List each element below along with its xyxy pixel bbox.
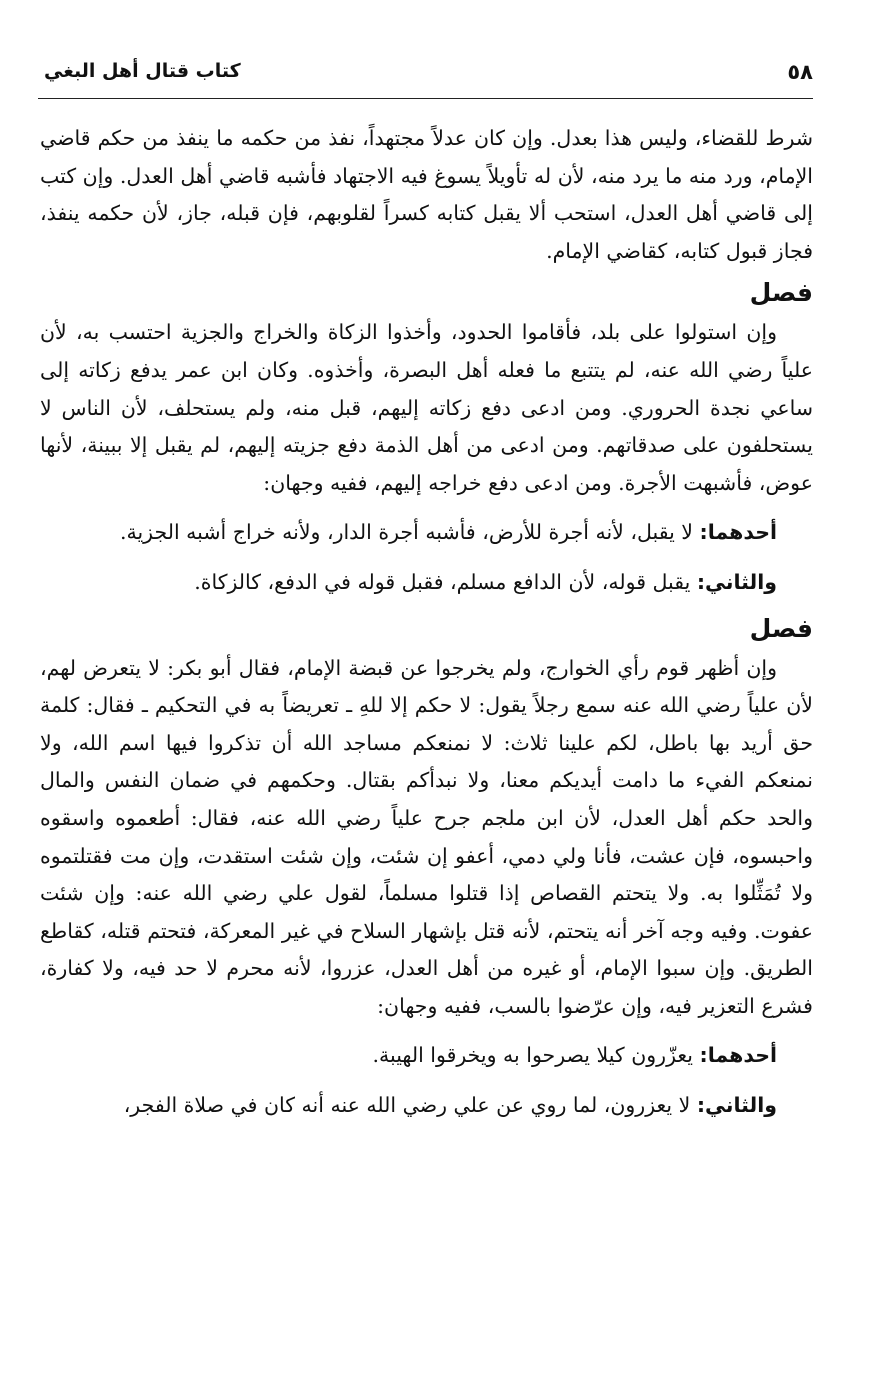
paragraph-khawarij: وإن أظهر قوم رأي الخوارج، ولم يخرجوا عن قبضة الإمام، فقال أبو بكر: لا يتعرض لهم، لأن علياً رضي الله عنه سمع رجلاً يقول: لا حكم إلا للهِ ـ تعريضاً به في التحكيم ـ فقال: كلمة حق أريد بها باطل، لكم علينا ثلاث: لا نمنعكم مساجد الله أن تذكروا فيها اسم الله، ولا نمنعكم الفيء ما دامت أيديكم معنا، ولا نبدأكم بقتال. وحكمهم في ضمان النفس والمال والحد حكم أهل العدل، لأن ابن ملجم جرح علياً رضي الله عنه، فقال: أطعموه واسقوه واحبسوه، فإن عشت، فأنا ولي دمي، أعفو إن شئت، وإن شئت استقدت، وإن مت فقتلتموه ولا تُمَثِّلوا به. ولا يتحتم القصاص إذا قتلوا مسلماً، لقول علي رضي الله عنه: وإن شئت عفوت. وفيه وجه آخر أنه يتحتم، لأنه قتل بإشهار السلاح في غير المعركة، فتحتم قتله، كقاطع الطريق. وإن سبوا الإمام، أو غيره من أهل العدل، عزروا، لأنه محرم لا حد فيه، ولا كفارة، فشرع التعزير فيه، وإن عرّضوا بالسب، ففيه وجهان: xyxy=(40,655,813,1018)
opinion-text: يعزّرون كيلا يصرحوا به ويخرقوا الهيبة. xyxy=(372,1043,700,1068)
opinion-second-insult xyxy=(40,1087,813,1125)
paragraph-judge-rulings: شرط للقضاء، وليس هذا بعدل. وإن كان عدلاً مجتهداً، نفذ من حكمه ما ينفذ من حكم قاضي الإمام، ورد منه ما يرد منه، لأن له تأويلاً يسوغ فيه الاجتهاد فأشبه قاضي أهل العدل. وإن كتب إلى قاضي أهل العدل، استحب ألا يقبل كتابه كسراً لقلوبهم، فإن قبله، جاز، لأن حكمه ينفذ، فجاز قبول كتابه، كقاضي الإمام. xyxy=(40,126,813,263)
opinion-label: والثاني: xyxy=(696,1093,777,1118)
paragraph-captured-land: وإن استولوا على بلد، فأقاموا الحدود، وأخذوا الزكاة والخراج والجزية احتسب به، لأن علياً رضي الله عنه، لم يتتبع ما فعله أهل البصرة، وأخذوه. وكان ابن عمر يدفع زكاته إلى ساعي نجدة الحروري. ومن ادعى دفع زكاته إليهم، قبل منه، ولم يستحلف، لأن الناس لا يستحلفون على صدقاتهم. ومن ادعى من أهل الذمة دفع جزيته إليهم، لم يقبل إلا ببينة، لأنها عوض، فأشبهت الأجرة. ومن ادعى دفع خراجه إليهم، ففيه وجهان: xyxy=(40,320,813,495)
opinion-second-kharaj xyxy=(40,564,813,602)
main-text xyxy=(40,120,813,1133)
opinion-label: والثاني: xyxy=(696,569,777,594)
opinion-text: يقبل قوله، لأن الدافع مسلم، فقبل قوله في الدفع، كالزكاة. xyxy=(194,569,697,594)
page-header xyxy=(38,58,813,99)
section-heading-2: فصل xyxy=(749,613,813,643)
opinion-label: أحدهما: xyxy=(699,520,777,545)
running-title: كتاب قتال أهل البغي xyxy=(44,60,241,82)
opinion-text: لا يعزرون، لما روي عن علي رضي الله عنه أنه كان في صلاة الفجر، xyxy=(123,1093,697,1118)
opinion-first-insult xyxy=(40,1037,813,1075)
opinion-label: أحدهما: xyxy=(699,1043,777,1068)
opinion-text: لا يقبل، لأنه أجرة للأرض، فأشبه أجرة الدار، ولأنه خراج أشبه الجزية. xyxy=(119,520,700,545)
page-number: ٥٨ xyxy=(787,60,813,84)
opinion-first-kharaj xyxy=(40,514,813,552)
section-heading-1: فصل xyxy=(749,278,813,308)
